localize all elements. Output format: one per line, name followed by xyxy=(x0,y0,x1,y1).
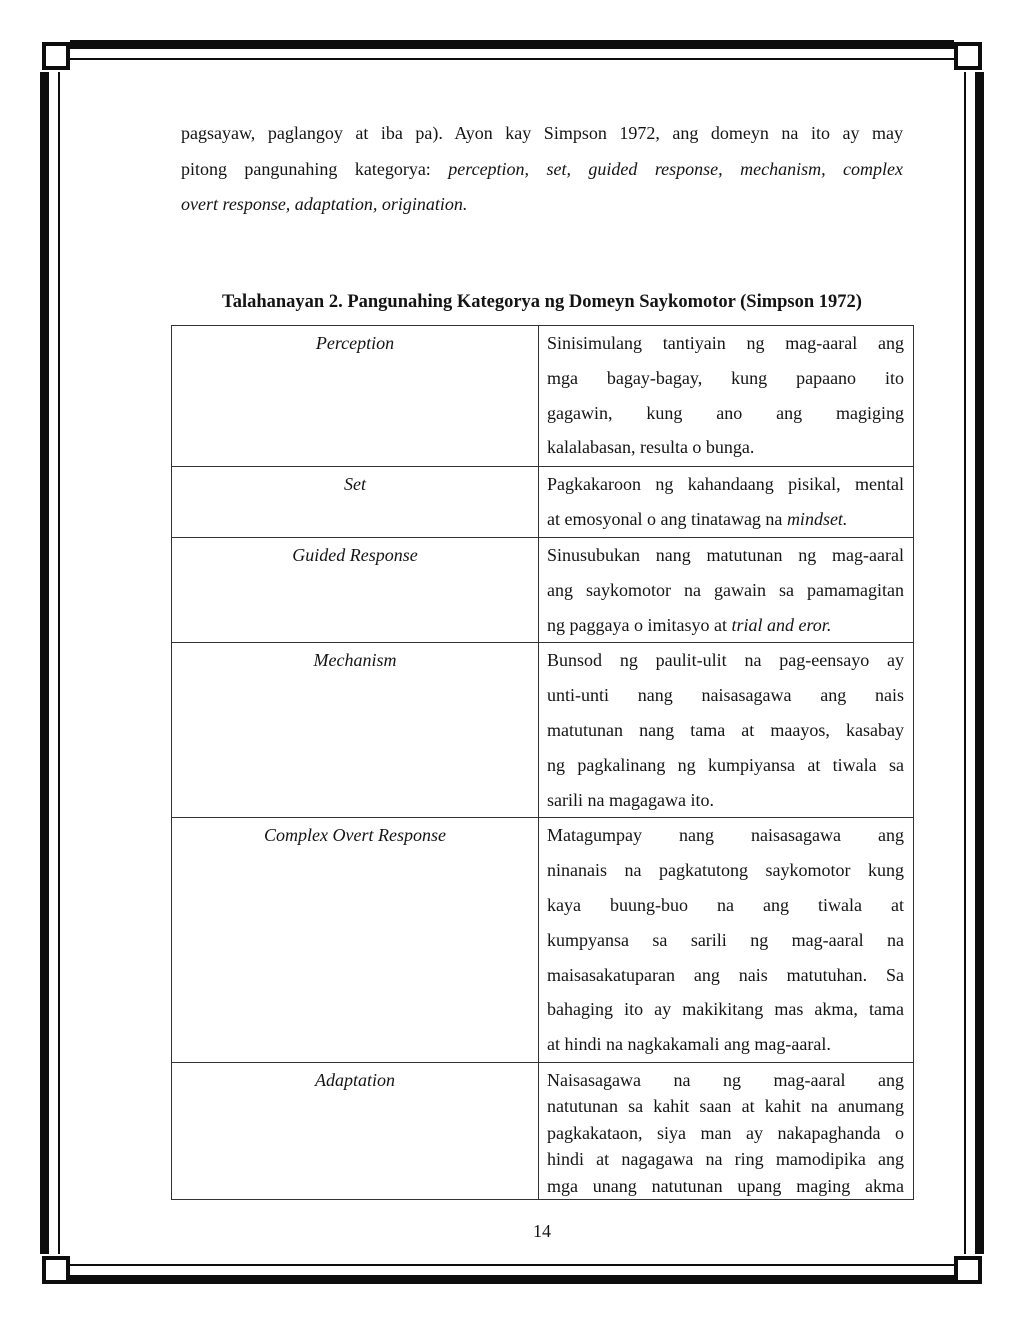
description-line: natutunan sa kahit saan at kahit na anumang xyxy=(547,1096,904,1117)
table-row xyxy=(172,643,914,818)
intro-line-1: pagsayaw, paglangoy at iba pa). Ayon kay Simpson 1972, ang domeyn na ito ay may xyxy=(181,123,903,143)
intro-line-3-italic: overt response, adaptation, origination. xyxy=(181,194,468,214)
description-line: Bunsod ng paulit-ulit na pag-eensayo ay xyxy=(547,650,904,671)
description-line: kalalabasan, resulta o bunga. xyxy=(547,437,755,458)
table-caption: Talahanayan 2. Pangunahing Kategorya ng Domeyn Saykomotor (Simpson 1972) xyxy=(222,292,862,312)
description-line xyxy=(547,608,904,643)
categories-table xyxy=(171,325,914,1200)
term-cell: Guided Response xyxy=(172,538,539,643)
table-row xyxy=(172,467,914,538)
intro-line-3 xyxy=(181,187,903,223)
table-row xyxy=(172,326,914,467)
description-italic: mindset. xyxy=(786,508,848,529)
description-line: unti-unti nang naisasagawa ang nais xyxy=(547,685,904,706)
description-line: ng pagkalinang ng kumpiyansa at tiwala sa xyxy=(547,754,904,775)
table-row xyxy=(172,818,914,1063)
description-line: Naisasagawa na ng mag-aaral ang xyxy=(547,1069,904,1090)
description-text: at emosyonal o ang tinatawag na xyxy=(547,508,783,529)
description-line: matutunan nang tama at maayos, kasabay xyxy=(547,719,904,740)
term-cell: Complex Overt Response xyxy=(172,818,539,1063)
description-italic: trial and eror. xyxy=(731,614,832,635)
intro-paragraph xyxy=(181,116,903,223)
description-line: sarili na magagawa ito. xyxy=(547,789,714,810)
description-cell xyxy=(539,538,914,643)
term-cell: Set xyxy=(172,467,539,538)
description-line: kaya buung-buo na ang tiwala at xyxy=(547,894,904,915)
table-row xyxy=(172,538,914,643)
intro-line-2-italic: perception, set, guided response, mechanism, complex xyxy=(448,158,903,179)
description-line xyxy=(547,502,904,537)
description-line: Sinusubukan nang matutunan ng mag-aaral xyxy=(547,545,904,565)
description-cell xyxy=(539,326,914,467)
term-cell: Perception xyxy=(172,326,539,467)
term-cell: Mechanism xyxy=(172,643,539,818)
description-line: Sinisimulang tantiyain ng mag-aaral ang xyxy=(547,333,904,353)
description-line: pagkakataon, siya man ay nakapaghanda o xyxy=(547,1122,904,1143)
description-text: ng paggaya o imitasyo at xyxy=(547,614,727,635)
description-cell xyxy=(539,643,914,818)
description-line: bahaging ito ay makikitang mas akma, tama xyxy=(547,999,904,1020)
page-number: 14 xyxy=(533,1221,551,1241)
term-cell: Adaptation xyxy=(172,1062,539,1200)
description-line: at hindi na nagkakamali ang mag-aaral. xyxy=(547,1034,831,1055)
description-line: gagawin, kung ano ang magiging xyxy=(547,402,904,423)
description-line: Matagumpay nang naisasagawa ang xyxy=(547,825,904,846)
description-line: kumpyansa sa sarili ng mag-aaral na xyxy=(547,929,904,950)
description-line: mga bagay-bagay, kung papaano ito xyxy=(547,367,904,388)
table-row xyxy=(172,1062,914,1200)
description-line: maisasakatuparan ang nais matutuhan. Sa xyxy=(547,964,904,985)
description-cell xyxy=(539,1062,914,1200)
description-line: mga unang natutunan upang maging akma xyxy=(547,1175,904,1196)
description-line: ang saykomotor na gawain sa pamamagitan xyxy=(547,579,904,600)
description-line: Pagkakaroon ng kahandaang pisikal, mental xyxy=(547,474,904,494)
description-line: hindi at nagagawa na ring mamodipika ang xyxy=(547,1149,904,1170)
description-cell xyxy=(539,467,914,538)
description-cell xyxy=(539,818,914,1063)
intro-line-2-text: pitong pangunahing kategorya: xyxy=(181,158,431,179)
intro-line-2 xyxy=(181,152,903,188)
description-line: ninanais na pagkatutong saykomotor kung xyxy=(547,860,904,881)
